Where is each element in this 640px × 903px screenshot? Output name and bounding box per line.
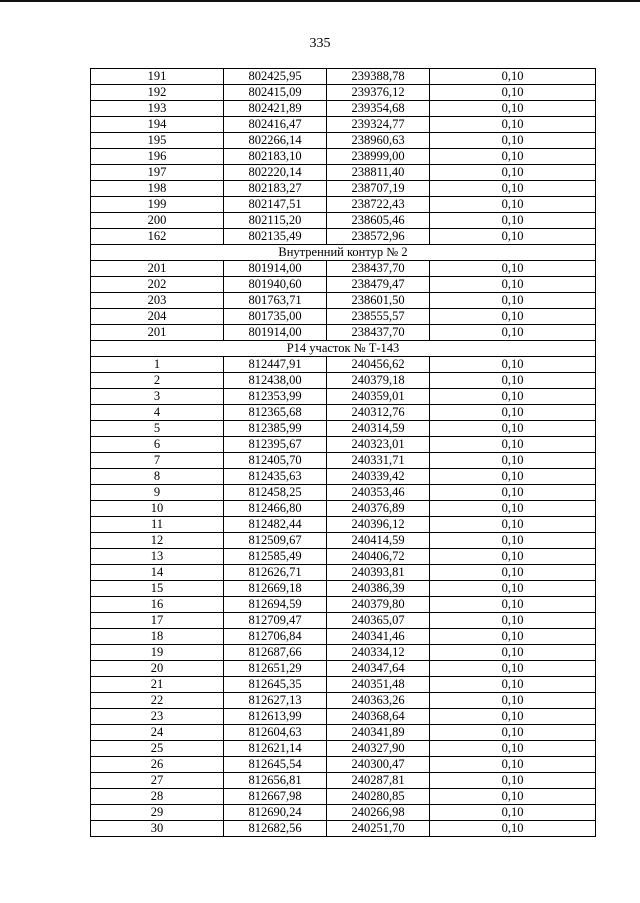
table-row	[91, 645, 596, 661]
y-coordinate-cell: 240456,62	[327, 357, 430, 373]
accuracy-cell: 0,10	[430, 181, 596, 197]
accuracy-cell: 0,10	[430, 485, 596, 501]
table-row	[91, 405, 596, 421]
table-row	[91, 69, 596, 85]
x-coordinate-cell: 812585,49	[224, 549, 327, 565]
table-row	[91, 661, 596, 677]
x-coordinate-cell: 802266,14	[224, 133, 327, 149]
y-coordinate-cell: 240379,80	[327, 597, 430, 613]
point-number-cell: 1	[91, 357, 224, 373]
table-row	[91, 309, 596, 325]
x-coordinate-cell: 812447,91	[224, 357, 327, 373]
point-number-cell: 23	[91, 709, 224, 725]
table-row	[91, 581, 596, 597]
table-row	[91, 517, 596, 533]
x-coordinate-cell: 812466,80	[224, 501, 327, 517]
x-coordinate-cell: 802135,49	[224, 229, 327, 245]
y-coordinate-cell: 238811,40	[327, 165, 430, 181]
point-number-cell: 6	[91, 437, 224, 453]
y-coordinate-cell: 240379,18	[327, 373, 430, 389]
table-row	[91, 725, 596, 741]
section-title: Внутренний контур № 2	[91, 245, 596, 261]
table-row	[91, 85, 596, 101]
accuracy-cell: 0,10	[430, 133, 596, 149]
table-row	[91, 421, 596, 437]
point-number-cell: 21	[91, 677, 224, 693]
y-coordinate-cell: 240251,70	[327, 821, 430, 837]
accuracy-cell: 0,10	[430, 117, 596, 133]
point-number-cell: 201	[91, 261, 224, 277]
accuracy-cell: 0,10	[430, 261, 596, 277]
point-number-cell: 13	[91, 549, 224, 565]
x-coordinate-cell: 802220,14	[224, 165, 327, 181]
y-coordinate-cell: 240353,46	[327, 485, 430, 501]
accuracy-cell: 0,10	[430, 629, 596, 645]
section-title-row	[91, 245, 596, 261]
y-coordinate-cell: 240334,12	[327, 645, 430, 661]
accuracy-cell: 0,10	[430, 725, 596, 741]
accuracy-cell: 0,10	[430, 69, 596, 85]
point-number-cell: 7	[91, 453, 224, 469]
accuracy-cell: 0,10	[430, 693, 596, 709]
accuracy-cell: 0,10	[430, 501, 596, 517]
point-number-cell: 3	[91, 389, 224, 405]
accuracy-cell: 0,10	[430, 613, 596, 629]
table-row	[91, 789, 596, 805]
point-number-cell: 2	[91, 373, 224, 389]
point-number-cell: 11	[91, 517, 224, 533]
accuracy-cell: 0,10	[430, 453, 596, 469]
x-coordinate-cell: 802115,20	[224, 213, 327, 229]
table-row	[91, 549, 596, 565]
accuracy-cell: 0,10	[430, 437, 596, 453]
point-number-cell: 18	[91, 629, 224, 645]
table-row	[91, 533, 596, 549]
accuracy-cell: 0,10	[430, 357, 596, 373]
y-coordinate-cell: 240327,90	[327, 741, 430, 757]
accuracy-cell: 0,10	[430, 309, 596, 325]
point-number-cell: 204	[91, 309, 224, 325]
point-number-cell: 8	[91, 469, 224, 485]
point-number-cell: 162	[91, 229, 224, 245]
accuracy-cell: 0,10	[430, 469, 596, 485]
point-number-cell: 198	[91, 181, 224, 197]
coordinates-table	[90, 68, 596, 837]
point-number-cell: 201	[91, 325, 224, 341]
point-number-cell: 15	[91, 581, 224, 597]
table-row	[91, 501, 596, 517]
y-coordinate-cell: 238722,43	[327, 197, 430, 213]
x-coordinate-cell: 812709,47	[224, 613, 327, 629]
table-row	[91, 821, 596, 837]
accuracy-cell: 0,10	[430, 805, 596, 821]
table-row	[91, 741, 596, 757]
table-row	[91, 357, 596, 373]
accuracy-cell: 0,10	[430, 757, 596, 773]
point-number-cell: 28	[91, 789, 224, 805]
table-row	[91, 677, 596, 693]
accuracy-cell: 0,10	[430, 709, 596, 725]
y-coordinate-cell: 240386,39	[327, 581, 430, 597]
y-coordinate-cell: 240331,71	[327, 453, 430, 469]
x-coordinate-cell: 812509,67	[224, 533, 327, 549]
x-coordinate-cell: 802183,27	[224, 181, 327, 197]
table-row	[91, 437, 596, 453]
page-number: 335	[309, 36, 331, 51]
x-coordinate-cell: 812604,63	[224, 725, 327, 741]
x-coordinate-cell: 801763,71	[224, 293, 327, 309]
table-row	[91, 469, 596, 485]
accuracy-cell: 0,10	[430, 389, 596, 405]
point-number-cell: 16	[91, 597, 224, 613]
y-coordinate-cell: 240365,07	[327, 613, 430, 629]
x-coordinate-cell: 812405,70	[224, 453, 327, 469]
accuracy-cell: 0,10	[430, 277, 596, 293]
point-number-cell: 17	[91, 613, 224, 629]
x-coordinate-cell: 801914,00	[224, 261, 327, 277]
y-coordinate-cell: 240341,46	[327, 629, 430, 645]
x-coordinate-cell: 812385,99	[224, 421, 327, 437]
accuracy-cell: 0,10	[430, 325, 596, 341]
x-coordinate-cell: 812365,68	[224, 405, 327, 421]
point-number-cell: 20	[91, 661, 224, 677]
table-row	[91, 773, 596, 789]
x-coordinate-cell: 812395,67	[224, 437, 327, 453]
x-coordinate-cell: 812627,13	[224, 693, 327, 709]
x-coordinate-cell: 812687,66	[224, 645, 327, 661]
point-number-cell: 195	[91, 133, 224, 149]
y-coordinate-cell: 238960,63	[327, 133, 430, 149]
table-row	[91, 165, 596, 181]
y-coordinate-cell: 240414,59	[327, 533, 430, 549]
x-coordinate-cell: 802425,95	[224, 69, 327, 85]
y-coordinate-cell: 238437,70	[327, 261, 430, 277]
y-coordinate-cell: 239354,68	[327, 101, 430, 117]
y-coordinate-cell: 240341,89	[327, 725, 430, 741]
accuracy-cell: 0,10	[430, 741, 596, 757]
y-coordinate-cell: 240266,98	[327, 805, 430, 821]
section-title-row	[91, 341, 596, 357]
point-number-cell: 30	[91, 821, 224, 837]
table-row	[91, 805, 596, 821]
point-number-cell: 9	[91, 485, 224, 501]
point-number-cell: 26	[91, 757, 224, 773]
accuracy-cell: 0,10	[430, 677, 596, 693]
y-coordinate-cell: 238605,46	[327, 213, 430, 229]
accuracy-cell: 0,10	[430, 645, 596, 661]
x-coordinate-cell: 812682,56	[224, 821, 327, 837]
y-coordinate-cell: 238572,96	[327, 229, 430, 245]
table-row	[91, 133, 596, 149]
table-row	[91, 709, 596, 725]
x-coordinate-cell: 812645,35	[224, 677, 327, 693]
y-coordinate-cell: 240351,48	[327, 677, 430, 693]
point-number-cell: 203	[91, 293, 224, 309]
x-coordinate-cell: 812694,59	[224, 597, 327, 613]
table-row	[91, 213, 596, 229]
point-number-cell: 22	[91, 693, 224, 709]
point-number-cell: 200	[91, 213, 224, 229]
table-row	[91, 565, 596, 581]
point-number-cell: 27	[91, 773, 224, 789]
table-row	[91, 101, 596, 117]
table-row	[91, 149, 596, 165]
section-title: Р14 участок № Т-143	[91, 341, 596, 357]
accuracy-cell: 0,10	[430, 549, 596, 565]
accuracy-cell: 0,10	[430, 773, 596, 789]
accuracy-cell: 0,10	[430, 517, 596, 533]
x-coordinate-cell: 812482,44	[224, 517, 327, 533]
point-number-cell: 191	[91, 69, 224, 85]
accuracy-cell: 0,10	[430, 821, 596, 837]
point-number-cell: 19	[91, 645, 224, 661]
accuracy-cell: 0,10	[430, 789, 596, 805]
scan-edge-line	[0, 0, 640, 2]
accuracy-cell: 0,10	[430, 373, 596, 389]
point-number-cell: 29	[91, 805, 224, 821]
point-number-cell: 194	[91, 117, 224, 133]
y-coordinate-cell: 238555,57	[327, 309, 430, 325]
y-coordinate-cell: 240396,12	[327, 517, 430, 533]
accuracy-cell: 0,10	[430, 661, 596, 677]
y-coordinate-cell: 240323,01	[327, 437, 430, 453]
y-coordinate-cell: 238479,47	[327, 277, 430, 293]
x-coordinate-cell: 812690,24	[224, 805, 327, 821]
x-coordinate-cell: 802183,10	[224, 149, 327, 165]
y-coordinate-cell: 240287,81	[327, 773, 430, 789]
x-coordinate-cell: 812621,14	[224, 741, 327, 757]
y-coordinate-cell: 239376,12	[327, 85, 430, 101]
y-coordinate-cell: 240314,59	[327, 421, 430, 437]
point-number-cell: 199	[91, 197, 224, 213]
point-number-cell: 196	[91, 149, 224, 165]
x-coordinate-cell: 812353,99	[224, 389, 327, 405]
point-number-cell: 10	[91, 501, 224, 517]
y-coordinate-cell: 240393,81	[327, 565, 430, 581]
x-coordinate-cell: 801940,60	[224, 277, 327, 293]
point-number-cell: 25	[91, 741, 224, 757]
point-number-cell: 5	[91, 421, 224, 437]
accuracy-cell: 0,10	[430, 229, 596, 245]
table-row	[91, 629, 596, 645]
y-coordinate-cell: 240312,76	[327, 405, 430, 421]
table-row	[91, 453, 596, 469]
table-row	[91, 693, 596, 709]
y-coordinate-cell: 240376,89	[327, 501, 430, 517]
point-number-cell: 12	[91, 533, 224, 549]
table-row	[91, 757, 596, 773]
accuracy-cell: 0,10	[430, 405, 596, 421]
point-number-cell: 14	[91, 565, 224, 581]
point-number-cell: 197	[91, 165, 224, 181]
table-row	[91, 181, 596, 197]
point-number-cell: 192	[91, 85, 224, 101]
point-number-cell: 24	[91, 725, 224, 741]
y-coordinate-cell: 240280,85	[327, 789, 430, 805]
y-coordinate-cell: 240300,47	[327, 757, 430, 773]
x-coordinate-cell: 812706,84	[224, 629, 327, 645]
x-coordinate-cell: 801735,00	[224, 309, 327, 325]
y-coordinate-cell: 238707,19	[327, 181, 430, 197]
table-row	[91, 229, 596, 245]
x-coordinate-cell: 812656,81	[224, 773, 327, 789]
x-coordinate-cell: 812435,63	[224, 469, 327, 485]
accuracy-cell: 0,10	[430, 565, 596, 581]
x-coordinate-cell: 812667,98	[224, 789, 327, 805]
y-coordinate-cell: 239388,78	[327, 69, 430, 85]
accuracy-cell: 0,10	[430, 581, 596, 597]
table-row	[91, 293, 596, 309]
x-coordinate-cell: 802421,89	[224, 101, 327, 117]
table-row	[91, 613, 596, 629]
x-coordinate-cell: 812669,18	[224, 581, 327, 597]
y-coordinate-cell: 240368,64	[327, 709, 430, 725]
accuracy-cell: 0,10	[430, 149, 596, 165]
accuracy-cell: 0,10	[430, 197, 596, 213]
x-coordinate-cell: 812438,00	[224, 373, 327, 389]
table-row	[91, 197, 596, 213]
accuracy-cell: 0,10	[430, 165, 596, 181]
y-coordinate-cell: 240363,26	[327, 693, 430, 709]
point-number-cell: 193	[91, 101, 224, 117]
table-row	[91, 373, 596, 389]
y-coordinate-cell: 238437,70	[327, 325, 430, 341]
accuracy-cell: 0,10	[430, 421, 596, 437]
y-coordinate-cell: 240347,64	[327, 661, 430, 677]
accuracy-cell: 0,10	[430, 101, 596, 117]
accuracy-cell: 0,10	[430, 533, 596, 549]
x-coordinate-cell: 802416,47	[224, 117, 327, 133]
point-number-cell: 202	[91, 277, 224, 293]
x-coordinate-cell: 802147,51	[224, 197, 327, 213]
y-coordinate-cell: 240359,01	[327, 389, 430, 405]
accuracy-cell: 0,10	[430, 213, 596, 229]
x-coordinate-cell: 812626,71	[224, 565, 327, 581]
accuracy-cell: 0,10	[430, 85, 596, 101]
x-coordinate-cell: 812613,99	[224, 709, 327, 725]
y-coordinate-cell: 238601,50	[327, 293, 430, 309]
accuracy-cell: 0,10	[430, 597, 596, 613]
table-row	[91, 389, 596, 405]
y-coordinate-cell: 240339,42	[327, 469, 430, 485]
table-row	[91, 277, 596, 293]
table-row	[91, 117, 596, 133]
y-coordinate-cell: 238999,00	[327, 149, 430, 165]
y-coordinate-cell: 240406,72	[327, 549, 430, 565]
x-coordinate-cell: 801914,00	[224, 325, 327, 341]
x-coordinate-cell: 812645,54	[224, 757, 327, 773]
accuracy-cell: 0,10	[430, 293, 596, 309]
x-coordinate-cell: 812651,29	[224, 661, 327, 677]
table-row	[91, 325, 596, 341]
y-coordinate-cell: 239324,77	[327, 117, 430, 133]
x-coordinate-cell: 812458,25	[224, 485, 327, 501]
point-number-cell: 4	[91, 405, 224, 421]
x-coordinate-cell: 802415,09	[224, 85, 327, 101]
coordinates-table-body	[91, 69, 596, 837]
table-row	[91, 261, 596, 277]
table-row	[91, 597, 596, 613]
table-row	[91, 485, 596, 501]
